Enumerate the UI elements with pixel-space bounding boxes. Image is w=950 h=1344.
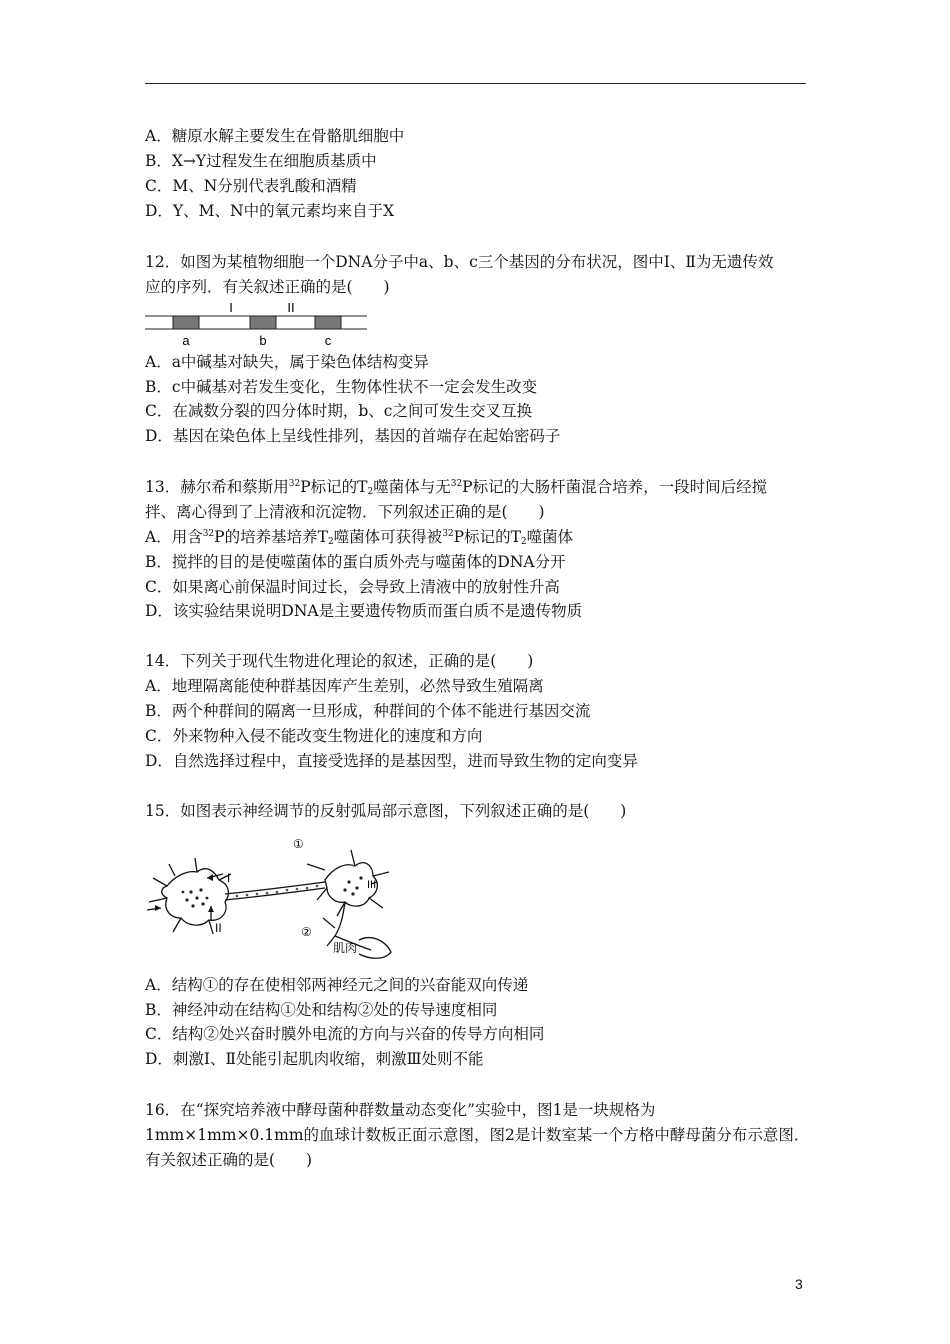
label-structure-2: ② — [301, 925, 312, 939]
right-neuron — [317, 850, 389, 950]
q14-option-c: C．外来物种入侵不能改变生物进化的速度和方向 — [145, 727, 483, 745]
q12-stem-line1: 12．如图为某植物细胞一个DNA分子中a、b、c三个基因的分布状况，图中Ⅰ、Ⅱ为无遗传效 — [145, 253, 774, 271]
gene-c-block — [315, 316, 341, 329]
q12-stem-line2: 应的序列．有关叙述正确的是( ) — [145, 278, 390, 296]
gene-label-a: a — [182, 333, 190, 348]
q11-option-b: B．X→Y过程发生在细胞质基质中 — [145, 152, 377, 170]
q15-option-c: C．结构②处兴奋时膜外电流的方向与兴奋的传导方向相同 — [145, 1025, 545, 1043]
page-number: 3 — [795, 1276, 803, 1292]
q12-dna-figure — [145, 298, 370, 348]
q15-option-a: A．结构①的存在使相邻两神经元之间的兴奋能双向传递 — [145, 976, 529, 994]
label-muscle: 肌肉 — [333, 941, 358, 955]
q12-option-c: C．在减数分裂的四分体时期，b、c之间可发生交叉互换 — [145, 402, 532, 420]
left-neuron-nucleus — [182, 888, 209, 907]
region-label-2: II — [287, 300, 295, 315]
region-label-1: I — [229, 300, 233, 315]
gene-b-block — [250, 316, 276, 329]
q14-stem: 14．下列关于现代生物进化理论的叙述，正确的是( ) — [145, 652, 534, 670]
q15-stem: 15．如图表示神经调节的反射弧局部示意图，下列叙述正确的是( ) — [145, 802, 627, 820]
axon — [225, 882, 325, 894]
q11-option-a: A．糖原水解主要发生在骨骼肌细胞中 — [145, 127, 405, 145]
label-i: I — [227, 871, 231, 885]
q14-option-b: B．两个种群间的隔离一旦形成，种群间的个体不能进行基因交流 — [145, 702, 591, 720]
q14-option-a: A．地理隔离能使种群基因库产生差别，必然导致生殖隔离 — [145, 677, 544, 695]
gene-label-b: b — [259, 333, 267, 348]
q13-option-a: A．用含$^{32}$P的培养基培养$T_2$噬菌体可获得被$^{32}$P标记的$T_2$噬菌体 — [145, 528, 574, 547]
header-rule — [145, 83, 806, 84]
label-ii: II — [215, 921, 222, 935]
q12-option-b: B．c中碱基对若发生变化，生物体性状不一定会发生改变 — [145, 378, 538, 396]
q13-option-d: D．该实验结果说明DNA是主要遗传物质而蛋白质不是遗传物质 — [145, 602, 583, 620]
label-iii: III — [367, 879, 377, 891]
gene-label-c: c — [324, 333, 332, 348]
q16-stem-line1: 16．在“探究培养液中酵母菌种群数量动态变化”实验中，图1是一块规格为 — [145, 1101, 656, 1119]
right-neuron-nucleus — [343, 876, 362, 895]
q12-option-a: A．a中碱基对缺失，属于染色体结构变异 — [145, 353, 429, 371]
q15-reflex-arc-figure — [145, 828, 395, 963]
q11-option-c: C．M、N分别代表乳酸和酒精 — [145, 177, 357, 195]
q13-stem-line2: 拌、离心得到了上清液和沉淀物．下列叙述正确的是( ) — [145, 503, 545, 521]
q14-option-d: D．自然选择过程中，直接受选择的是基因型，进而导致生物的定向变异 — [145, 752, 638, 770]
gene-a-block — [173, 316, 199, 329]
label-structure-1: ① — [293, 837, 304, 851]
q15-option-d: D．刺激Ⅰ、Ⅱ处能引起肌肉收缩，刺激Ⅲ处则不能 — [145, 1050, 484, 1068]
q13-option-c: C．如果离心前保温时间过长，会导致上清液中的放射性升高 — [145, 578, 560, 596]
q16-stem-line2: 1mm×1mm×0.1mm的血球计数板正面示意图，图2是计数室某一个方格中酵母菌分布示意图． — [145, 1126, 810, 1144]
q15-option-b: B．神经冲动在结构①处和结构②处的传导速度相同 — [145, 1001, 498, 1019]
q13-option-b: B．搅拌的目的是使噬菌体的蛋白质外壳与噬菌体的DNA分开 — [145, 553, 566, 571]
q13-stem-line1: 13．赫尔希和蔡斯用$^{32}$P标记的$T_2$噬菌体与无$^{32}$P标记的大肠杆菌混合培养，一段时间后经搅 — [145, 478, 768, 497]
q11-option-d: D．Y、M、N中的氧元素均来自于X — [145, 202, 395, 220]
q12-option-d: D．基因在染色体上呈线性排列，基因的首端存在起始密码子 — [145, 427, 561, 445]
q16-stem-line3: 有关叙述正确的是( ) — [145, 1151, 313, 1169]
